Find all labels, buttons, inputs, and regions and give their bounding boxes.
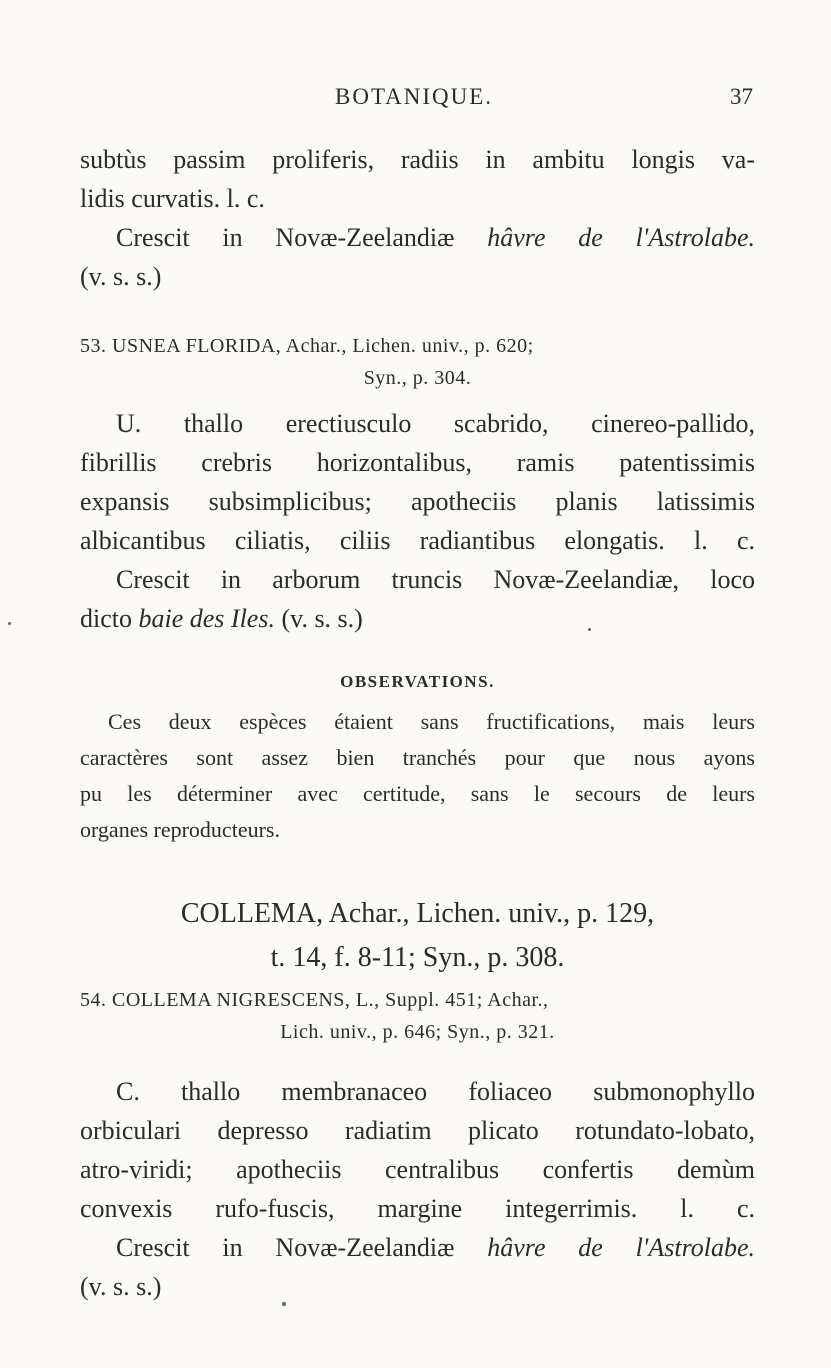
observations-heading: OBSERVATIONS. (340, 672, 495, 691)
text-line: pu les déterminer avec certitude, sans le secours de leurs (80, 781, 755, 806)
text-line (80, 1228, 755, 1267)
paper-speck (8, 622, 11, 625)
text-line: caractères sont assez bien tranchés pour que nous ayons (80, 745, 755, 770)
text-line: organes reproducteurs. (80, 817, 280, 842)
text-line: lidis curvatis. l. c. (80, 184, 265, 213)
text-line: C. thallo membranaceo foliaceo submonophyllo (116, 1077, 755, 1106)
locality-italic: baie des Iles. (138, 604, 275, 633)
text-line: orbiculari depresso radiatim plicato rotundato-lobato, (80, 1116, 755, 1145)
continued-description (80, 140, 755, 296)
genus-line: COLLEMA, Achar., Lichen. univ., p. 129, (180, 898, 655, 929)
locality-italic: hâvre de l'Astrolabe. (487, 1233, 756, 1262)
text-line: atro-viridi; apotheciis centralibus confertis demùm (80, 1155, 755, 1184)
text-line: (v. s. s.) (80, 262, 162, 291)
text-line: Ces deux espèces étaient sans fructifications, mais leurs (108, 709, 755, 734)
text-line: albicantibus ciliatis, ciliis radiantibus elongatis. l. c. (80, 526, 755, 555)
text-line: convexis rufo-fuscis, margine integerrimis. l. c. (80, 1194, 755, 1223)
text-run: (v. s. s.) (274, 604, 363, 633)
text-line: Crescit in arborum truncis Novæ-Zeelandiæ, loco (116, 565, 755, 594)
genus-heading (80, 892, 755, 980)
running-header (80, 84, 755, 114)
text-line: (v. s. s.) (80, 1272, 162, 1301)
text-run: dicto (80, 604, 139, 633)
text-line (80, 218, 755, 257)
genus-line: t. 14, f. 8-11; Syn., p. 308. (270, 942, 565, 973)
species-heading: 53. USNEA FLORIDA, Achar., Lichen. univ., p. 620; (80, 335, 534, 357)
species-description-53 (80, 404, 755, 638)
species-entry-54 (80, 984, 755, 1048)
species-entry-53 (80, 330, 755, 394)
species-heading-cont: Lich. univ., p. 646; Syn., p. 321. (280, 1021, 555, 1043)
page-number: 37 (730, 84, 753, 109)
text-line: fibrillis crebris horizontalibus, ramis patentissimis (80, 448, 755, 477)
species-heading: 54. COLLEMA NIGRESCENS, L., Suppl. 451; Achar., (80, 989, 549, 1011)
text-line: subtùs passim proliferis, radiis in ambitu longis va- (80, 145, 755, 174)
running-title: BOTANIQUE. (335, 84, 494, 109)
species-heading-cont: Syn., p. 304. (363, 367, 472, 389)
observations-text (80, 704, 755, 848)
paper-speck (282, 1302, 286, 1306)
text-line: U. thallo erectiusculo scabrido, cinereo-pallido, (116, 409, 755, 438)
locality-italic: hâvre de l'Astrolabe. (487, 223, 756, 252)
text-line: expansis subsimplicibus; apotheciis planis latissimis (80, 487, 755, 516)
text-run: Crescit in Novæ-Zeelandiæ (116, 1233, 488, 1262)
text-run: Crescit in Novæ-Zeelandiæ (116, 223, 488, 252)
text-line (80, 599, 755, 638)
species-description-54 (80, 1072, 755, 1306)
paper-speck (588, 628, 591, 631)
